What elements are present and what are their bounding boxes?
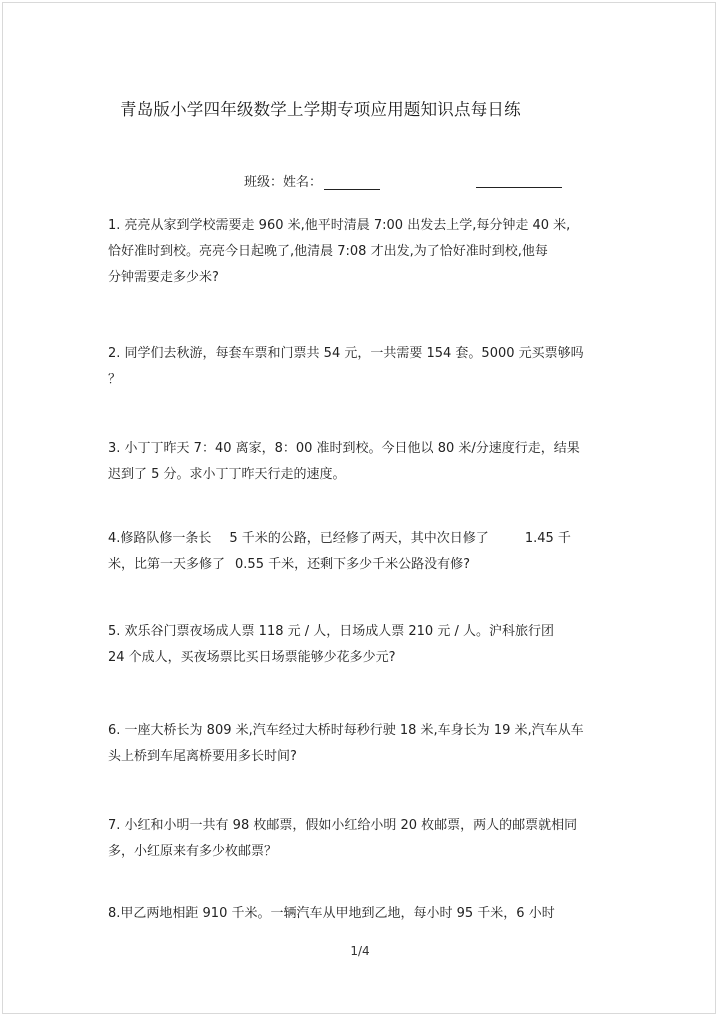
question-line: 恰好准时到校。亮亮今日起晚了,他清晨 7:08 才出发,为了恰好准时到校,他每 [108, 244, 548, 259]
document-title: 青岛版小学四年级数学上学期专项应用题知识点每日练 [120, 100, 521, 119]
question-segment: 1.45 千 [524, 531, 571, 546]
question-line: 6. 一座大桥长为 809 米,汽车经过大桥时每秒行驶 18 米,车身长为 19 米,汽车从车 [108, 723, 584, 738]
question-1 [108, 213, 570, 291]
question-line: 8.甲乙两地相距 910 千米。一辆汽车从甲地到乙地，每小时 95 千米，6 小时 [108, 906, 555, 921]
name-label: 姓名： [283, 175, 323, 190]
question-line: 迟到了 5 分。求小丁丁昨天行走的速度。 [108, 467, 346, 482]
question-segment: 米，比第一天多修了 [108, 557, 226, 572]
page-number: 1/4 [350, 944, 370, 958]
question-line: 2. 同学们去秋游，每套车票和门票共 54 元，一共需要 154 套。5000 元买票够吗 [108, 346, 584, 361]
question-segment: 4.修路队修一条长 [108, 531, 212, 546]
question-line: 头上桥到车尾离桥要用多长时间? [108, 749, 297, 764]
question-line [108, 552, 571, 578]
question-line: 多，小红原来有多少枚邮票？ [108, 844, 278, 859]
question-segment: 0.55 千米，还剩下多少千米公路没有修? [235, 557, 470, 572]
question-line: 分钟需要走多少米? [108, 270, 219, 285]
question-5 [108, 619, 554, 671]
question-6 [108, 718, 584, 770]
question-8 [108, 901, 555, 927]
question-3 [108, 436, 580, 488]
question-line: 3. 小丁丁昨天 7：40 离家，8：00 准时到校。今日他以 80 米/分速度行走，结果 [108, 441, 580, 456]
question-2 [108, 341, 584, 393]
name-blank[interactable] [324, 173, 380, 190]
question-4 [108, 526, 571, 578]
question-line: 7. 小红和小明一共有 98 枚邮票，假如小红给小明 20 枚邮票，两人的邮票就相同 [108, 818, 578, 833]
question-7 [108, 813, 577, 865]
class-blank[interactable] [476, 171, 562, 188]
question-line [108, 526, 571, 552]
class-label: 班级： [244, 175, 284, 190]
question-line: 24 个成人，买夜场票比买日场票能够少花多少元? [108, 650, 396, 665]
student-info-line [244, 171, 380, 190]
question-line: 5. 欢乐谷门票夜场成人票 118 元 / 人，日场成人票 210 元 / 人。沪科旅行团 [108, 624, 554, 639]
question-line: ？ [108, 372, 122, 387]
question-line: 1. 亮亮从家到学校需要走 960 米,他平时清晨 7:00 出发去上学,每分钟走 40 米, [108, 218, 571, 233]
question-segment: 5 千米的公路，已经修了两天，其中次日修了 [229, 531, 489, 546]
